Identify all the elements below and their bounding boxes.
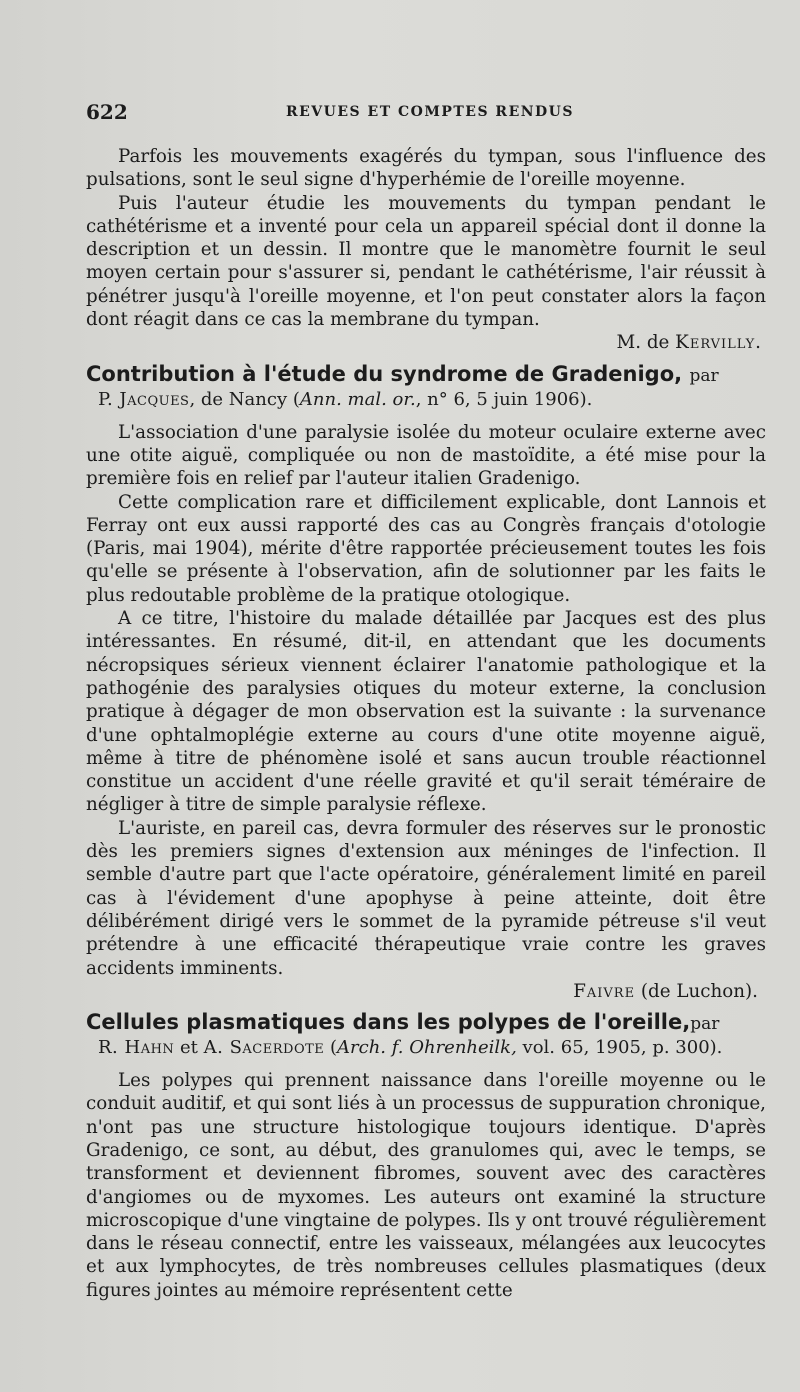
signature-name: Faivre <box>573 980 636 1002</box>
author: A. Sacerdote <box>203 1037 325 1059</box>
author: R. Hahn <box>98 1037 175 1059</box>
article-byline: P. Jacques, de Nancy (Ann. mal. or., n° 6, 5 juin 1906). <box>98 388 593 410</box>
paragraph: Cette complication rare et difficilement explicable, dont Lannois et Ferray ont eux aussi rapporté des cas au Congrès français d'otologie (Paris, mai 1904), mérite d'être rapportée précieusement toutes les fois qu'elle se présente à l'observation, afin de solutionner par les faits le plus redoutable problème de la pratique otologique. <box>86 491 766 606</box>
article-title: Contribution à l'étude du syndrome de Gradenigo, par <box>86 361 719 386</box>
article-title: Cellules plasmatiques dans les polypes de l'oreille,par <box>86 1010 720 1035</box>
signature: M. de Kervilly. <box>616 332 762 354</box>
running-head <box>86 100 776 128</box>
running-title: REVUES ET COMPTES RENDUS <box>286 104 574 120</box>
paragraph: L'association d'une paralysie isolée du moteur oculaire externe avec une otite aiguë, compliquée ou non de mastoïdite, a été mise pour la première fois en relief par l'auteur italien Gradenigo. <box>86 421 766 490</box>
page-number: 622 <box>86 100 128 124</box>
paragraph: Puis l'auteur étudie les mouvements du tympan pendant le cathétérisme et a inventé pour cela un appareil spécial dont il donne la description et un dessin. Il montre que le manomètre fournit le seul moyen certain pour s'assurer si, pendant le cathétérisme, l'air réussit à pénétrer jusqu'à l'oreille moyenne, et l'on peut constater alors la façon dont réagit dans ce cas la membrane du tympan. <box>86 192 766 331</box>
journal: Arch. f. Ohrenheilk, <box>337 1037 517 1059</box>
signature-name: Kervilly. <box>675 332 762 354</box>
journal: Ann. mal. or. <box>299 388 416 410</box>
paragraph: Parfois les mouvements exagérés du tympan, sous l'influence des pulsations, sont le seul signe d'hyperhémie de l'oreille moyenne. <box>86 146 766 191</box>
paragraph: L'auriste, en pareil cas, devra formuler des réserves sur le pronostic dès les premiers signes d'extension aux méninges de l'infection. Il semble d'autre part que l'acte opératoire, généralement limité en pareil cas à l'évidement d'une apophyse à peine atteinte, doit être délibérément dirigé vers le sommet de la pyramide pétreuse s'il veut prétendre à une efficacité thérapeutique vraie contre les graves accidents imminents. <box>86 817 766 979</box>
paragraph: A ce titre, l'histoire du malade détaillée par Jacques est des plus intéressantes. En résumé, dit-il, en attendant que les documents nécropsiques sérieux viennent éclairer l'anatomie pathologique et la pathogénie des paralysies otiques du moteur externe, la conclusion pratique à dégager de mon observation est la suivante : la survenance d'une ophtalmoplégie externe au cours d'une otite moyenne aiguë, même à titre de phénomène isolé et sans aucun trouble réactionnel constitue un accident d'une réelle gravité et qu'il serait téméraire de négliger à titre de simple paralysie réflexe. <box>86 608 766 816</box>
author: P. Jacques <box>98 388 190 410</box>
paragraph: Les polypes qui prennent naissance dans l'oreille moyenne ou le conduit auditif, et qui sont liés à un processus de suppuration chronique, n'ont pas une structure histologique toujours identique. D'après Gradenigo, ce sont, au début, des granulomes qui, avec le temps, se transforment et deviennent fibromes, souvent avec des caractères d'angiomes ou de myxomes. Les auteurs ont examiné la structure microscopique d'une vingtaine de polypes. Ils y ont trouvé régulièrement dans le réseau connectif, entre les vaisseaux, mélangées aux leucocytes et aux lymphocytes, de très nombreuses cellules plasmatiques (deux figures jointes au mémoire représentent cette <box>86 1070 766 1301</box>
body-text <box>86 145 766 1302</box>
article-byline: R. Hahn et A. Sacerdote (Arch. f. Ohrenheilk, vol. 65, 1905, p. 300). <box>98 1037 723 1059</box>
signature: Faivre (de Luchon). <box>573 980 758 1002</box>
